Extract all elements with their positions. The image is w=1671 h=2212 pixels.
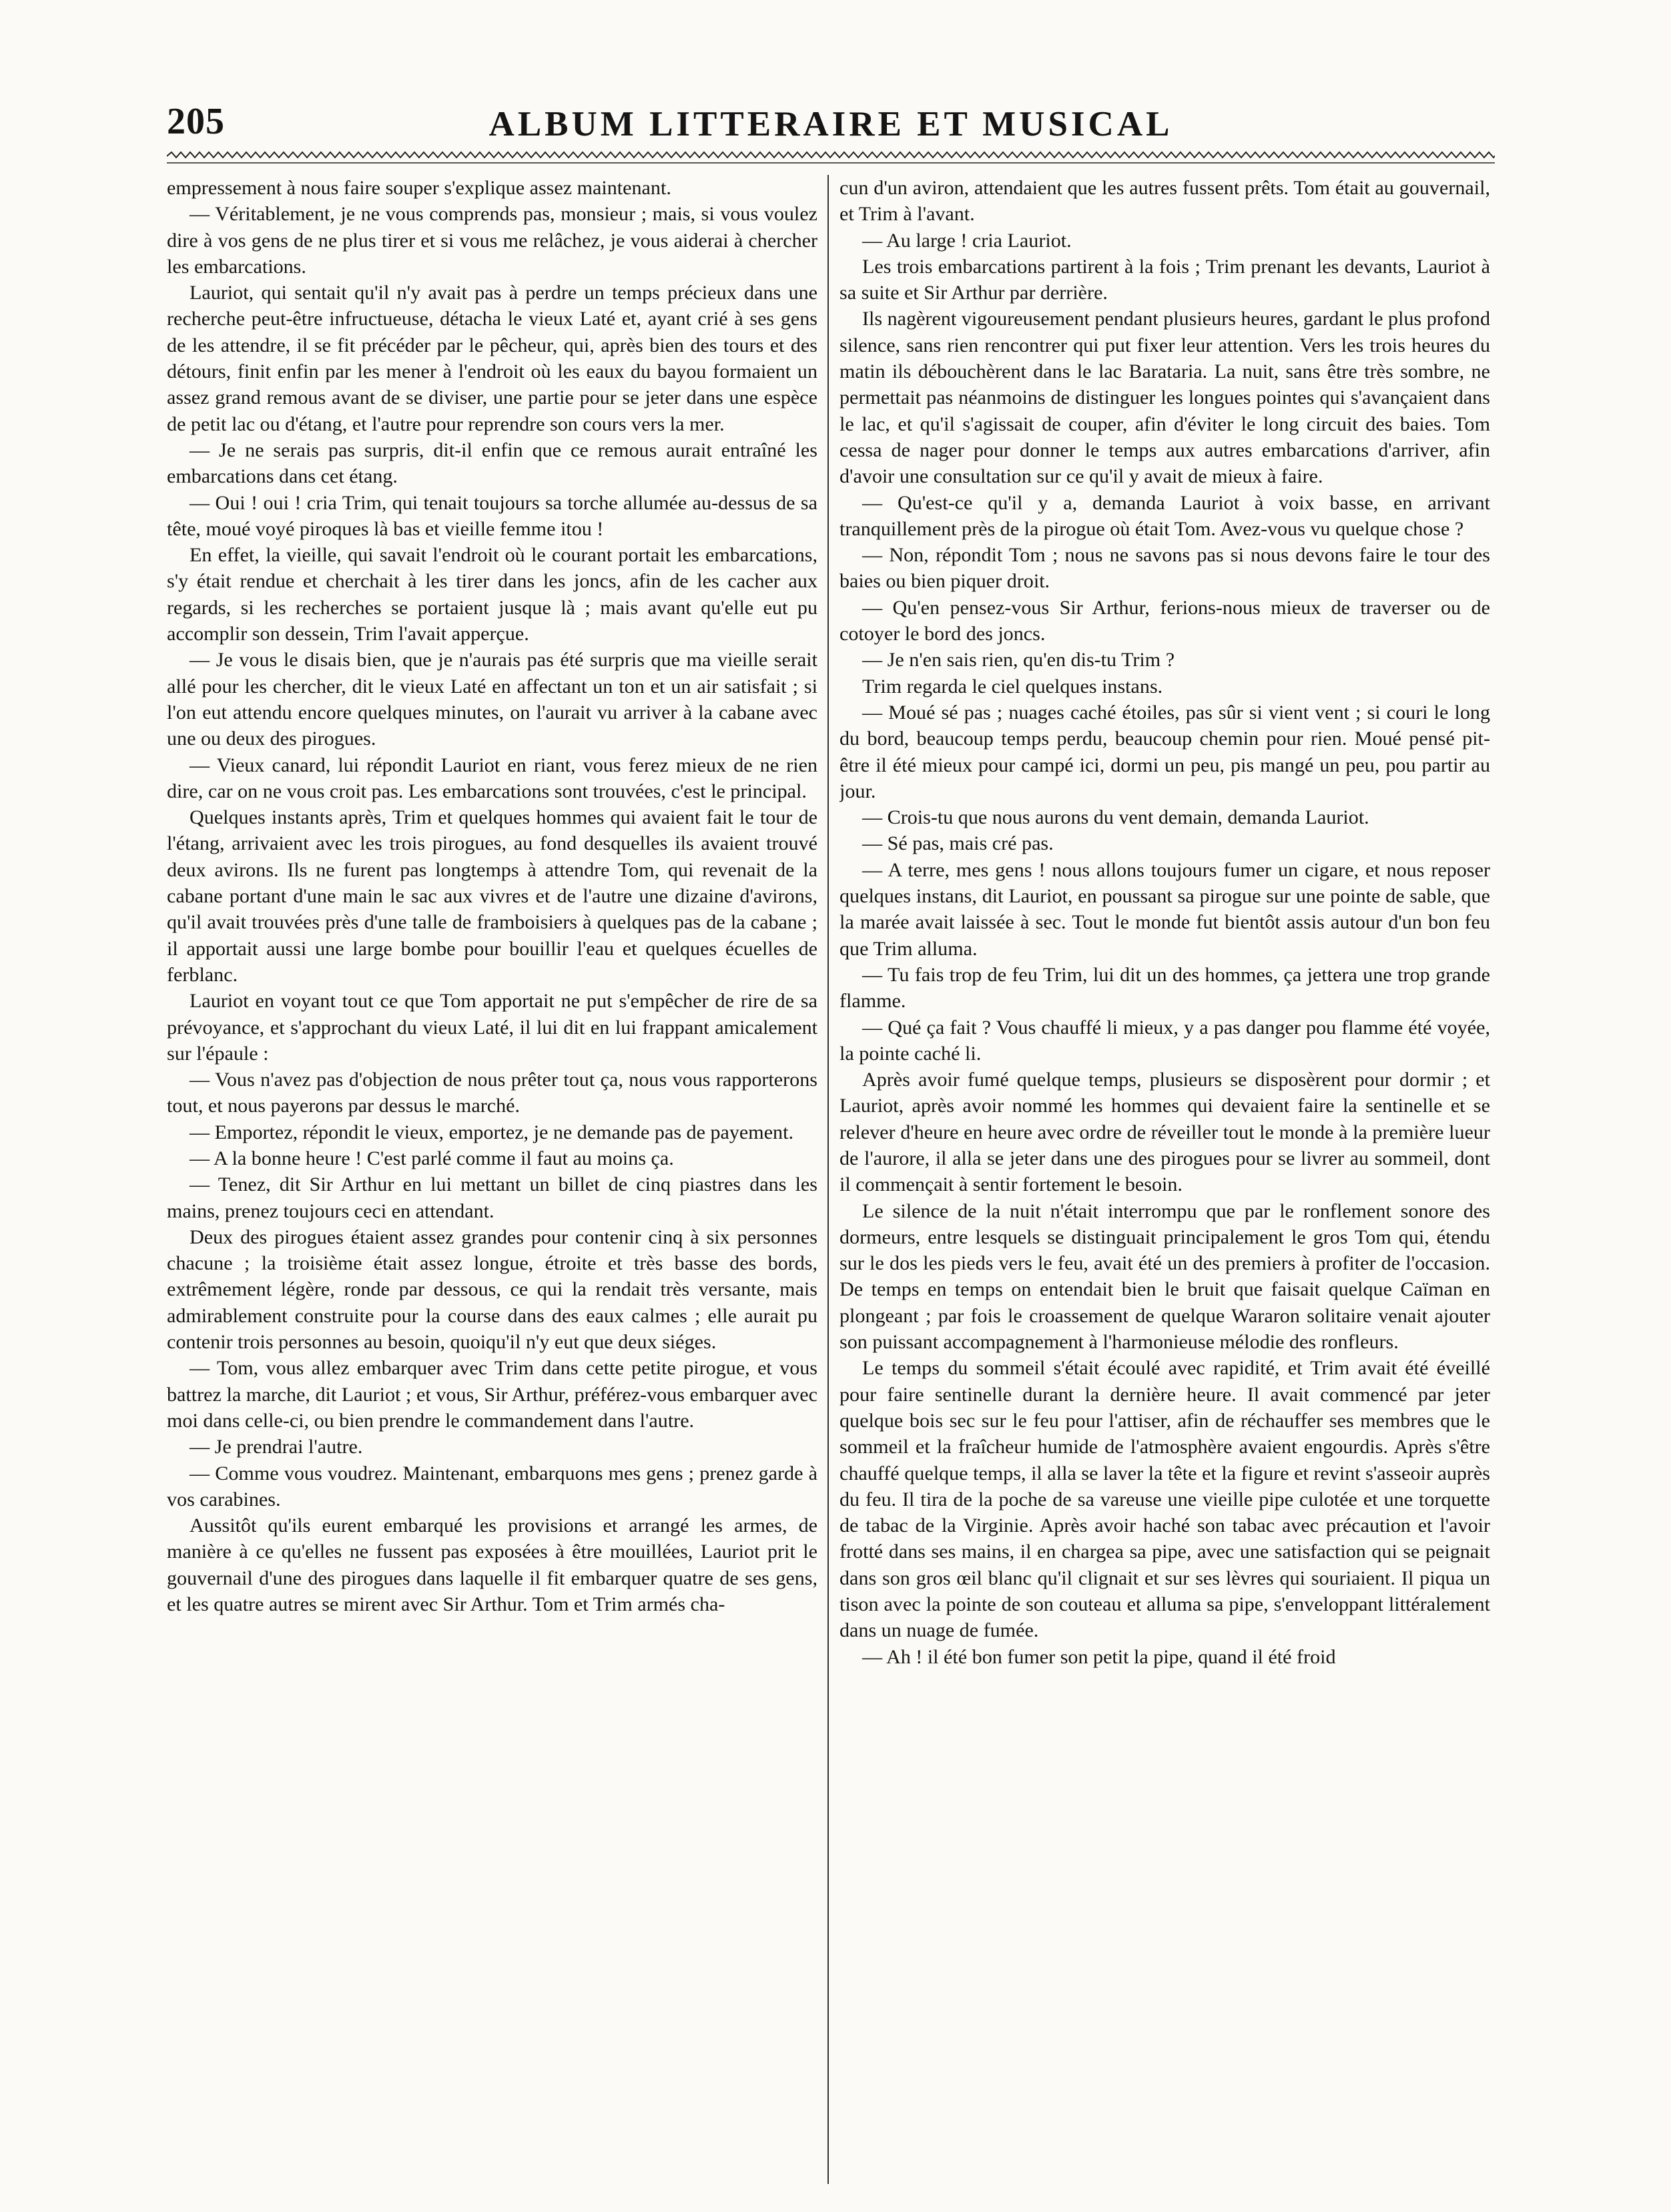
paragraph: — Comme vous voudrez. Maintenant, embarquons mes gens ; prenez garde à vos carabines.	[167, 1461, 817, 1510]
paragraph: Le temps du sommeil s'était écoulé avec rapidité, et Trim avait été éveillé pour faire sentinelle durant la dernière heure. Il avait commencé par jeter quelque bois sec sur le feu pour l'attiser, afin de réchauffer ses membres que le sommeil et la fraîcheur humide de l'atmosphère avaient engourdis. Après s'être chauffé quelque temps, il alla se laver la tête et la figure et revint s'asseoir auprès du feu. Il tira de la poche de sa vareuse une vieille pipe culotée et une torquette de tabac de la Virginie. Après avoir haché son tabac avec précaution et l'avoir frotté dans ses mains, il en chargea sa pipe, avec une satisfaction qui se peignait dans son gros œil blanc qu'il clignait et sur ses lèvres qui souriaient. Il piqua un tison avec la pointe de son couteau et alluma sa pipe, s'enveloppant littéralement dans un nuage de fumée.	[840, 1356, 1490, 1642]
paragraph: cun d'un aviron, attendaient que les autres fussent prêts. Tom était au gouvernail, et Trim à l'avant.	[840, 176, 1490, 226]
paragraph: — Véritablement, je ne vous comprends pas, monsieur ; mais, si vous voulez dire à vos gens de ne plus tirer et si vous me relâchez, je vous aiderai à chercher les embarcations.	[167, 202, 817, 278]
text-column-right	[840, 175, 1490, 2184]
paragraph: Après avoir fumé quelque temps, plusieurs se disposèrent pour dormir ; et Lauriot, après avoir nommé les hommes qui devaient faire la sentinelle et se relever d'heure en heure avec ordre de réveiller tout le monde à la première lueur de l'aurore, il alla se jeter dans une des pirogues pour se livrer au sommeil, dont il commençait à sentir fortement le besoin.	[840, 1068, 1490, 1196]
paragraph: — Emportez, répondit le vieux, emportez, je ne demande pas de payement.	[190, 1120, 793, 1143]
paragraph: — A terre, mes gens ! nous allons toujours fumer un cigare, et nous reposer quelques instans, dit Lauriot, en poussant sa pirogue sur une pointe de sable, que la marée avait laissée à sec. Tout le monde fut bientôt assis autour d'un bon feu que Trim alluma.	[840, 858, 1490, 960]
page-number: 205	[167, 101, 225, 142]
column-divider	[827, 175, 829, 2184]
paragraph: Quelques instants après, Trim et quelques hommes qui avaient fait le tour de l'étang, arrivaient avec les trois pirogues, au fond desquelles ils avaient trouvé deux avirons. Ils ne furent pas longtemps à attendre Tom, qui revenait de la cabane portant d'une main le sac aux vivres et de l'autre une dizaine d'avirons, qu'il avait trouvées près d'une talle de framboisiers à quelques pas de la cabane ; il apportait aussi une large bombe pour bouillir l'eau et quelques écuelles de ferblanc.	[167, 806, 817, 986]
paragraph: — Vieux canard, lui répondit Lauriot en riant, vous ferez mieux de ne rien dire, car on ne vous croit pas. Les embarcations sont trouvées, c'est le principal.	[167, 753, 817, 802]
paragraph: — Tom, vous allez embarquer avec Trim dans cette petite pirogue, et vous battrez la marche, dit Lauriot ; et vous, Sir Arthur, préférez-vous embarquer avec moi dans celle-ci, ou bien prendre le commandement dans l'autre.	[167, 1356, 817, 1432]
paragraph: — Non, répondit Tom ; nous ne savons pas si nous devons faire le tour des baies ou bien piquer droit.	[840, 543, 1490, 593]
paragraph: — Je ne serais pas surpris, dit-il enfin que ce remous aurait entraîné les embarcations dans cet étang.	[167, 438, 817, 488]
paragraph: Les trois embarcations partirent à la fois ; Trim prenant les devants, Lauriot à sa suite et Sir Arthur par derrière.	[840, 254, 1490, 304]
paragraph: — Sé pas, mais cré pas.	[862, 832, 1054, 855]
paragraph: Trim regarda le ciel quelques instans.	[862, 674, 1163, 698]
paragraph: Lauriot en voyant tout ce que Tom apportait ne put s'empêcher de rire de sa prévoyance, et s'approchant du vieux Laté, il lui dit en lui frappant amicalement sur l'épaule :	[167, 989, 817, 1065]
paragraph: — Au large ! cria Lauriot.	[862, 228, 1072, 252]
paragraph: Aussitôt qu'ils eurent embarqué les provisions et arrangé les armes, de manière à ce qu'elles ne fussent pas exposées à être mouillées, Lauriot prit le gouvernail d'une des pirogues dans laquelle il fit embarquer quatre de ses gens, et les quatre autres se mirent avec Sir Arthur. Tom et Trim armés cha-	[167, 1514, 817, 1616]
page-header	[167, 100, 1495, 148]
paragraph: — Moué sé pas ; nuages caché étoiles, pas sûr si vient vent ; si couri le long du bord, beaucoup temps perdu, beaucoup chemin pour rien. Moué pensé pit-être il été mieux pour campé ici, dormi un peu, pis mangé un peu, pou partir au jour.	[840, 700, 1490, 802]
paragraph: — Je vous le disais bien, que je n'aurais pas été surpris que ma vieille serait allé pour les chercher, dit le vieux Laté en affectant un ton et un air satisfait ; si l'on eut attendu encore quelques minutes, on l'aurait vu arriver à la cabane avec une ou deux des pirogues.	[167, 648, 817, 750]
paragraph: Lauriot, qui sentait qu'il n'y avait pas à perdre un temps précieux dans une recherche peut-être infructueuse, détacha le vieux Laté et, ayant crié à ses gens de les attendre, il se fit précéder par le pêcheur, qui, après bien des tours et des détours, finit enfin par les mener à l'endroit où les eaux du bayou formaient un assez grand remous avant de se diviser, une partie pour se jeter dans une espèce de petit lac ou d'étang, et l'autre pour reprendre son cours vers la mer.	[167, 281, 817, 435]
paragraph: Le silence de la nuit n'était interrompu que par le ronflement sonore des dormeurs, entre lesquels se distinguait principalement le gros Tom qui, étendu sur le dos les pieds vers le feu, avait été un des premiers à profiter de l'occasion. De temps en temps on entendait bien le bruit que faisait quelque Caïman en plongeant ; par fois le croassement de quelque Wararon solitaire venait ajouter son puissant accompagnement à l'harmonieuse mélodie des ronfleurs.	[840, 1199, 1490, 1354]
paragraph: Ils nagèrent vigoureusement pendant plusieurs heures, gardant le plus profond silence, sans rien rencontrer qui put fixer leur attention. Vers les trois heures du matin ils débouchèrent dans le lac Barataria. La nuit, sans être très sombre, ne permettait pas néanmoins de distinguer les longues pointes qui s'avançaient dans le lac, et qu'il s'agissait de couper, afin d'éviter le long circuit des baies. Tom cessa de nager pour donner le temps aux autres embarcations d'arriver, afin d'avoir une consultation sur ce qu'il y avait de mieux à faire.	[840, 307, 1490, 488]
paragraph: — Je prendrai l'autre.	[190, 1435, 363, 1458]
running-title: ALBUM LITTERAIRE ET MUSICAL	[488, 105, 1173, 144]
header-ornament-rule	[167, 150, 1495, 164]
paragraph: — Ah ! il été bon fumer son petit la pipe, quand il été froid	[862, 1645, 1336, 1668]
paragraph: — Je n'en sais rien, qu'en dis-tu Trim ?	[862, 648, 1175, 671]
paragraph: En effet, la vieille, qui savait l'endroit où le courant portait les embarcations, s'y était rendue et cherchait à les tirer dans les joncs, afin de les cacher aux regards, si les recherches se portaient jusque là ; mais avant qu'elle eut pu accomplir son dessein, Trim l'avait apperçue.	[167, 543, 817, 645]
text-column-left	[167, 175, 817, 2184]
paragraph: Deux des pirogues étaient assez grandes pour contenir cinq à six personnes chacune ; la troisième était assez longue, étroite et très basse des bords, extrêmement légère, ronde par dessous, ce qui la rendait très versante, mais admirablement construite pour la course dans des eaux calmes ; elle aurait pu contenir trois personnes au besoin, quoiqu'il n'y eut que deux siéges.	[167, 1225, 817, 1354]
paragraph: — Oui ! oui ! cria Trim, qui tenait toujours sa torche allumée au-dessus de sa tête, moué voyé piroques là bas et vieille femme itou !	[167, 491, 817, 540]
paragraph: empressement à nous faire souper s'explique assez maintenant.	[167, 176, 671, 199]
paragraph: — Vous n'avez pas d'objection de nous prêter tout ça, nous vous rapporterons tout, et nous payerons par dessus le marché.	[167, 1068, 817, 1117]
paragraph: — Qu'est-ce qu'il y a, demanda Lauriot à voix basse, en arrivant tranquillement près de la pirogue où était Tom. Avez-vous vu quelque chose ?	[840, 491, 1490, 540]
paragraph: — A la bonne heure ! C'est parlé comme il faut au moins ça.	[190, 1146, 674, 1169]
paragraph: — Tenez, dit Sir Arthur en lui mettant un billet de cinq piastres dans les mains, prenez toujours ceci en attendant.	[167, 1173, 817, 1222]
paragraph: — Crois-tu que nous aurons du vent demain, demanda Lauriot.	[862, 806, 1369, 829]
paragraph: — Qué ça fait ? Vous chauffé li mieux, y a pas danger pou flamme été voyée, la pointe caché li.	[840, 1015, 1490, 1065]
paragraph: — Tu fais trop de feu Trim, lui dit un des hommes, ça jettera une trop grande flamme.	[840, 962, 1490, 1013]
paragraph: — Qu'en pensez-vous Sir Arthur, ferions-nous mieux de traverser ou de cotoyer le bord des joncs.	[840, 595, 1490, 645]
